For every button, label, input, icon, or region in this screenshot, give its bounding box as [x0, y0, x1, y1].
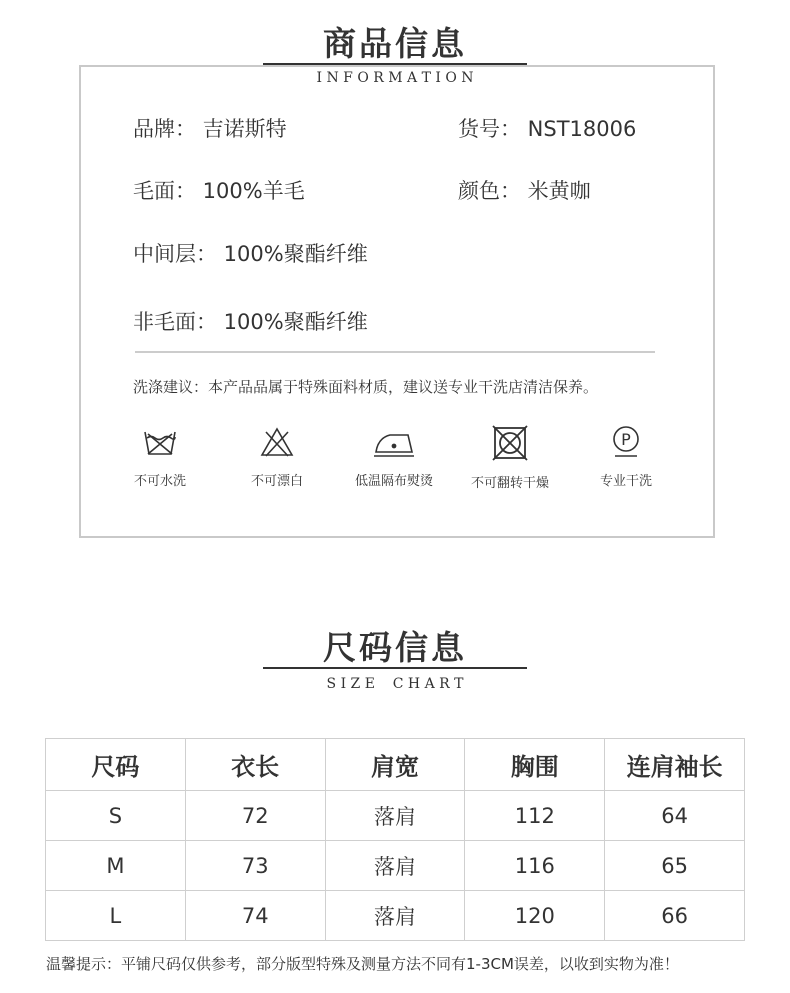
middle-layer-field: 中间层： 100%聚酯纤维	[133, 242, 368, 266]
size-chart-subtitle: S I Z E C H A R T	[326, 676, 464, 692]
brand-field: 品牌： 吉诺斯特	[133, 117, 287, 141]
table-row	[46, 841, 745, 891]
svg-text:P: P	[621, 430, 631, 449]
color-field: 颜色： 米黄咖	[458, 179, 591, 203]
table-cell: L	[46, 891, 186, 941]
table-cell: 112	[465, 791, 605, 841]
column-header: 连肩袖长	[605, 739, 745, 791]
no-bleach-icon	[217, 424, 337, 460]
care-symbol-professional-dry-clean	[566, 424, 686, 489]
table-cell: 64	[605, 791, 745, 841]
no-tumble-dry-icon	[450, 424, 570, 462]
product-info-title: 商品信息	[323, 24, 467, 63]
table-cell: S	[46, 791, 186, 841]
table-cell: 72	[185, 791, 325, 841]
table-cell: 66	[605, 891, 745, 941]
table-cell: M	[46, 841, 186, 891]
table-cell: 65	[605, 841, 745, 891]
table-cell: 120	[465, 891, 605, 941]
product-info-title-underline	[263, 63, 527, 65]
care-symbol-no-wash	[100, 424, 220, 489]
size-chart-title-underline	[263, 667, 527, 669]
size-table	[45, 738, 745, 941]
column-header: 肩宽	[325, 739, 465, 791]
product-info-subtitle: I N F O R M A T I O N	[0, 70, 790, 86]
care-label: 低温隔布熨烫	[354, 474, 433, 489]
outer-fabric-field: 毛面： 100%羊毛	[133, 179, 305, 203]
no-wash-icon	[100, 424, 220, 460]
care-label: 不可翻转干燥	[470, 476, 549, 491]
table-row	[46, 791, 745, 841]
info-divider	[135, 351, 655, 353]
table-cell: 73	[185, 841, 325, 891]
table-header-row	[46, 739, 745, 791]
table-cell: 74	[185, 891, 325, 941]
table-cell: 落肩	[325, 791, 465, 841]
care-label: 不可漂白	[250, 474, 303, 489]
column-header: 衣长	[185, 739, 325, 791]
size-footnote: 温馨提示：平铺尺码仅供参考，部分版型特殊及测量方法不同有1-3CM误差，以收到实物为准！	[46, 955, 679, 973]
care-symbol-low-iron	[334, 424, 454, 489]
care-symbol-no-bleach	[217, 424, 337, 489]
care-label: 不可水洗	[133, 474, 186, 489]
table-cell: 116	[465, 841, 605, 891]
professional-dry-clean-icon	[566, 424, 686, 460]
column-header: 胸围	[465, 739, 605, 791]
table-cell: 落肩	[325, 841, 465, 891]
column-header: 尺码	[46, 739, 186, 791]
care-label: 专业干洗	[599, 474, 652, 489]
table-row	[46, 891, 745, 941]
wash-advice: 洗涤建议：本产品品属于特殊面料材质，建议送专业干洗店清洁保养。	[133, 378, 599, 396]
table-cell: 落肩	[325, 891, 465, 941]
care-symbol-no-tumble-dry	[450, 424, 570, 491]
size-chart-title: 尺码信息	[323, 628, 467, 667]
low-iron-icon	[334, 424, 454, 460]
non-wool-side-field: 非毛面： 100%聚酯纤维	[133, 310, 368, 334]
item-number-field: 货号： NST18006	[458, 117, 637, 141]
